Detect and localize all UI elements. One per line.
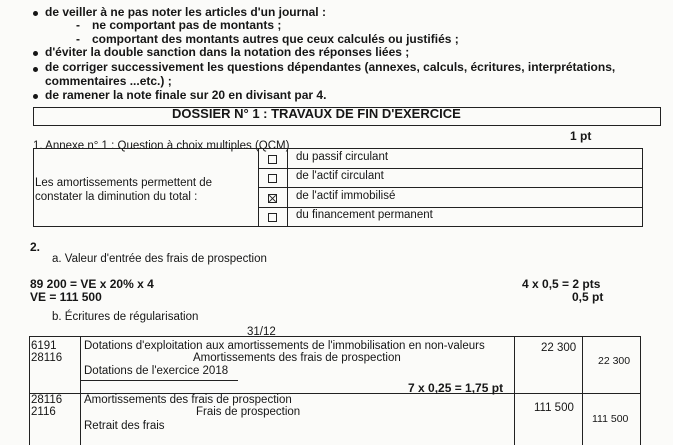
q1-points: 1 pt — [570, 129, 592, 143]
entry-narration: Dotations de l'exercice 2018 — [84, 365, 229, 377]
calc-line: 89 200 = VE x 20% x 4 — [30, 277, 154, 291]
q2-b-label: b. Écritures de régularisation — [52, 311, 199, 323]
qcm-row-line — [258, 187, 643, 188]
instruction-line: d'éviter la double sanction dans la notation des réponses liées ; — [45, 45, 410, 59]
bullet — [33, 11, 38, 16]
qcm-row-line — [258, 168, 643, 169]
qcm-option: du financement permanent — [296, 209, 433, 221]
credit-amount: 22 300 — [598, 355, 631, 367]
journal-sep — [80, 380, 238, 381]
entry-label: Amortissements des frais de prospection — [84, 394, 292, 406]
calc-line: VE = 111 500 — [30, 290, 102, 304]
checkbox-actif-immobilise[interactable] — [268, 194, 277, 203]
bullet — [33, 51, 38, 56]
q2-number: 2. — [30, 240, 41, 254]
account-number: 6191 — [31, 340, 57, 352]
entry-label: Amortissements des frais de prospection — [193, 352, 401, 364]
qcm-question: Les amortissements permettent de — [35, 177, 213, 189]
account-number: 2116 — [31, 406, 56, 418]
dossier-title: DOSSIER N° 1 : TRAVAUX DE FIN D'EXERCICE — [172, 106, 461, 121]
instruction-line: de ramener la note finale sur 20 en divisant par 4. — [45, 88, 327, 102]
instruction-sub: ne comportant pas de montants ; — [92, 18, 282, 32]
entry-label: Frais de prospection — [196, 406, 301, 418]
entry-label: Dotations d'exploitation aux amortissements de l'immobilisation en non-valeurs — [84, 340, 485, 352]
entry-narration: Retrait des frais — [84, 420, 165, 432]
q1-label: 1. Annexe n° 1 : Question à choix multiples (QCM) — [33, 140, 290, 152]
journal-col — [514, 336, 515, 445]
qcm-option: de l'actif immobilisé — [296, 190, 396, 202]
calc-points: 0,5 pt — [572, 290, 604, 304]
qcm-question: constater la diminution du total : — [35, 191, 198, 203]
qcm-row-line — [258, 207, 643, 208]
debit-amount: 22 300 — [541, 342, 577, 354]
checkbox-passif-circulant[interactable] — [268, 155, 277, 164]
dash: - — [76, 18, 80, 32]
checkbox-actif-circulant[interactable] — [268, 174, 277, 183]
account-number: 28116 — [31, 394, 63, 406]
bullet — [33, 94, 38, 99]
journal-date: 31/12 — [247, 326, 276, 338]
calc-points: 4 x 0,5 = 2 pts — [522, 277, 601, 291]
qcm-option: de l'actif circulant — [296, 170, 384, 182]
credit-amount: 111 500 — [592, 413, 629, 425]
instruction-line: de veiller à ne pas noter les articles d'un journal : — [45, 5, 326, 19]
instruction-sub: comportant des montants autres que ceux calculés ou justifiés ; — [92, 32, 459, 46]
account-number: 28116 — [31, 352, 63, 364]
qcm-option: du passif circulant — [296, 151, 389, 163]
q2-a-label: a. Valeur d'entrée des frais de prospection — [52, 253, 267, 265]
instruction-line: de corriger successivement les questions dépendantes (annexes, calculs, écritures, interprétations, — [45, 60, 616, 74]
instruction-line: commentaires ...etc.) ; — [45, 74, 172, 88]
debit-amount: 111 500 — [534, 402, 574, 414]
dash: - — [76, 32, 80, 46]
journal-col — [80, 336, 81, 445]
journal-col — [582, 336, 583, 445]
entry-points: 7 x 0,25 = 1,75 pt — [408, 381, 504, 395]
checkbox-financement-permanent[interactable] — [268, 213, 277, 222]
bullet — [33, 67, 38, 72]
